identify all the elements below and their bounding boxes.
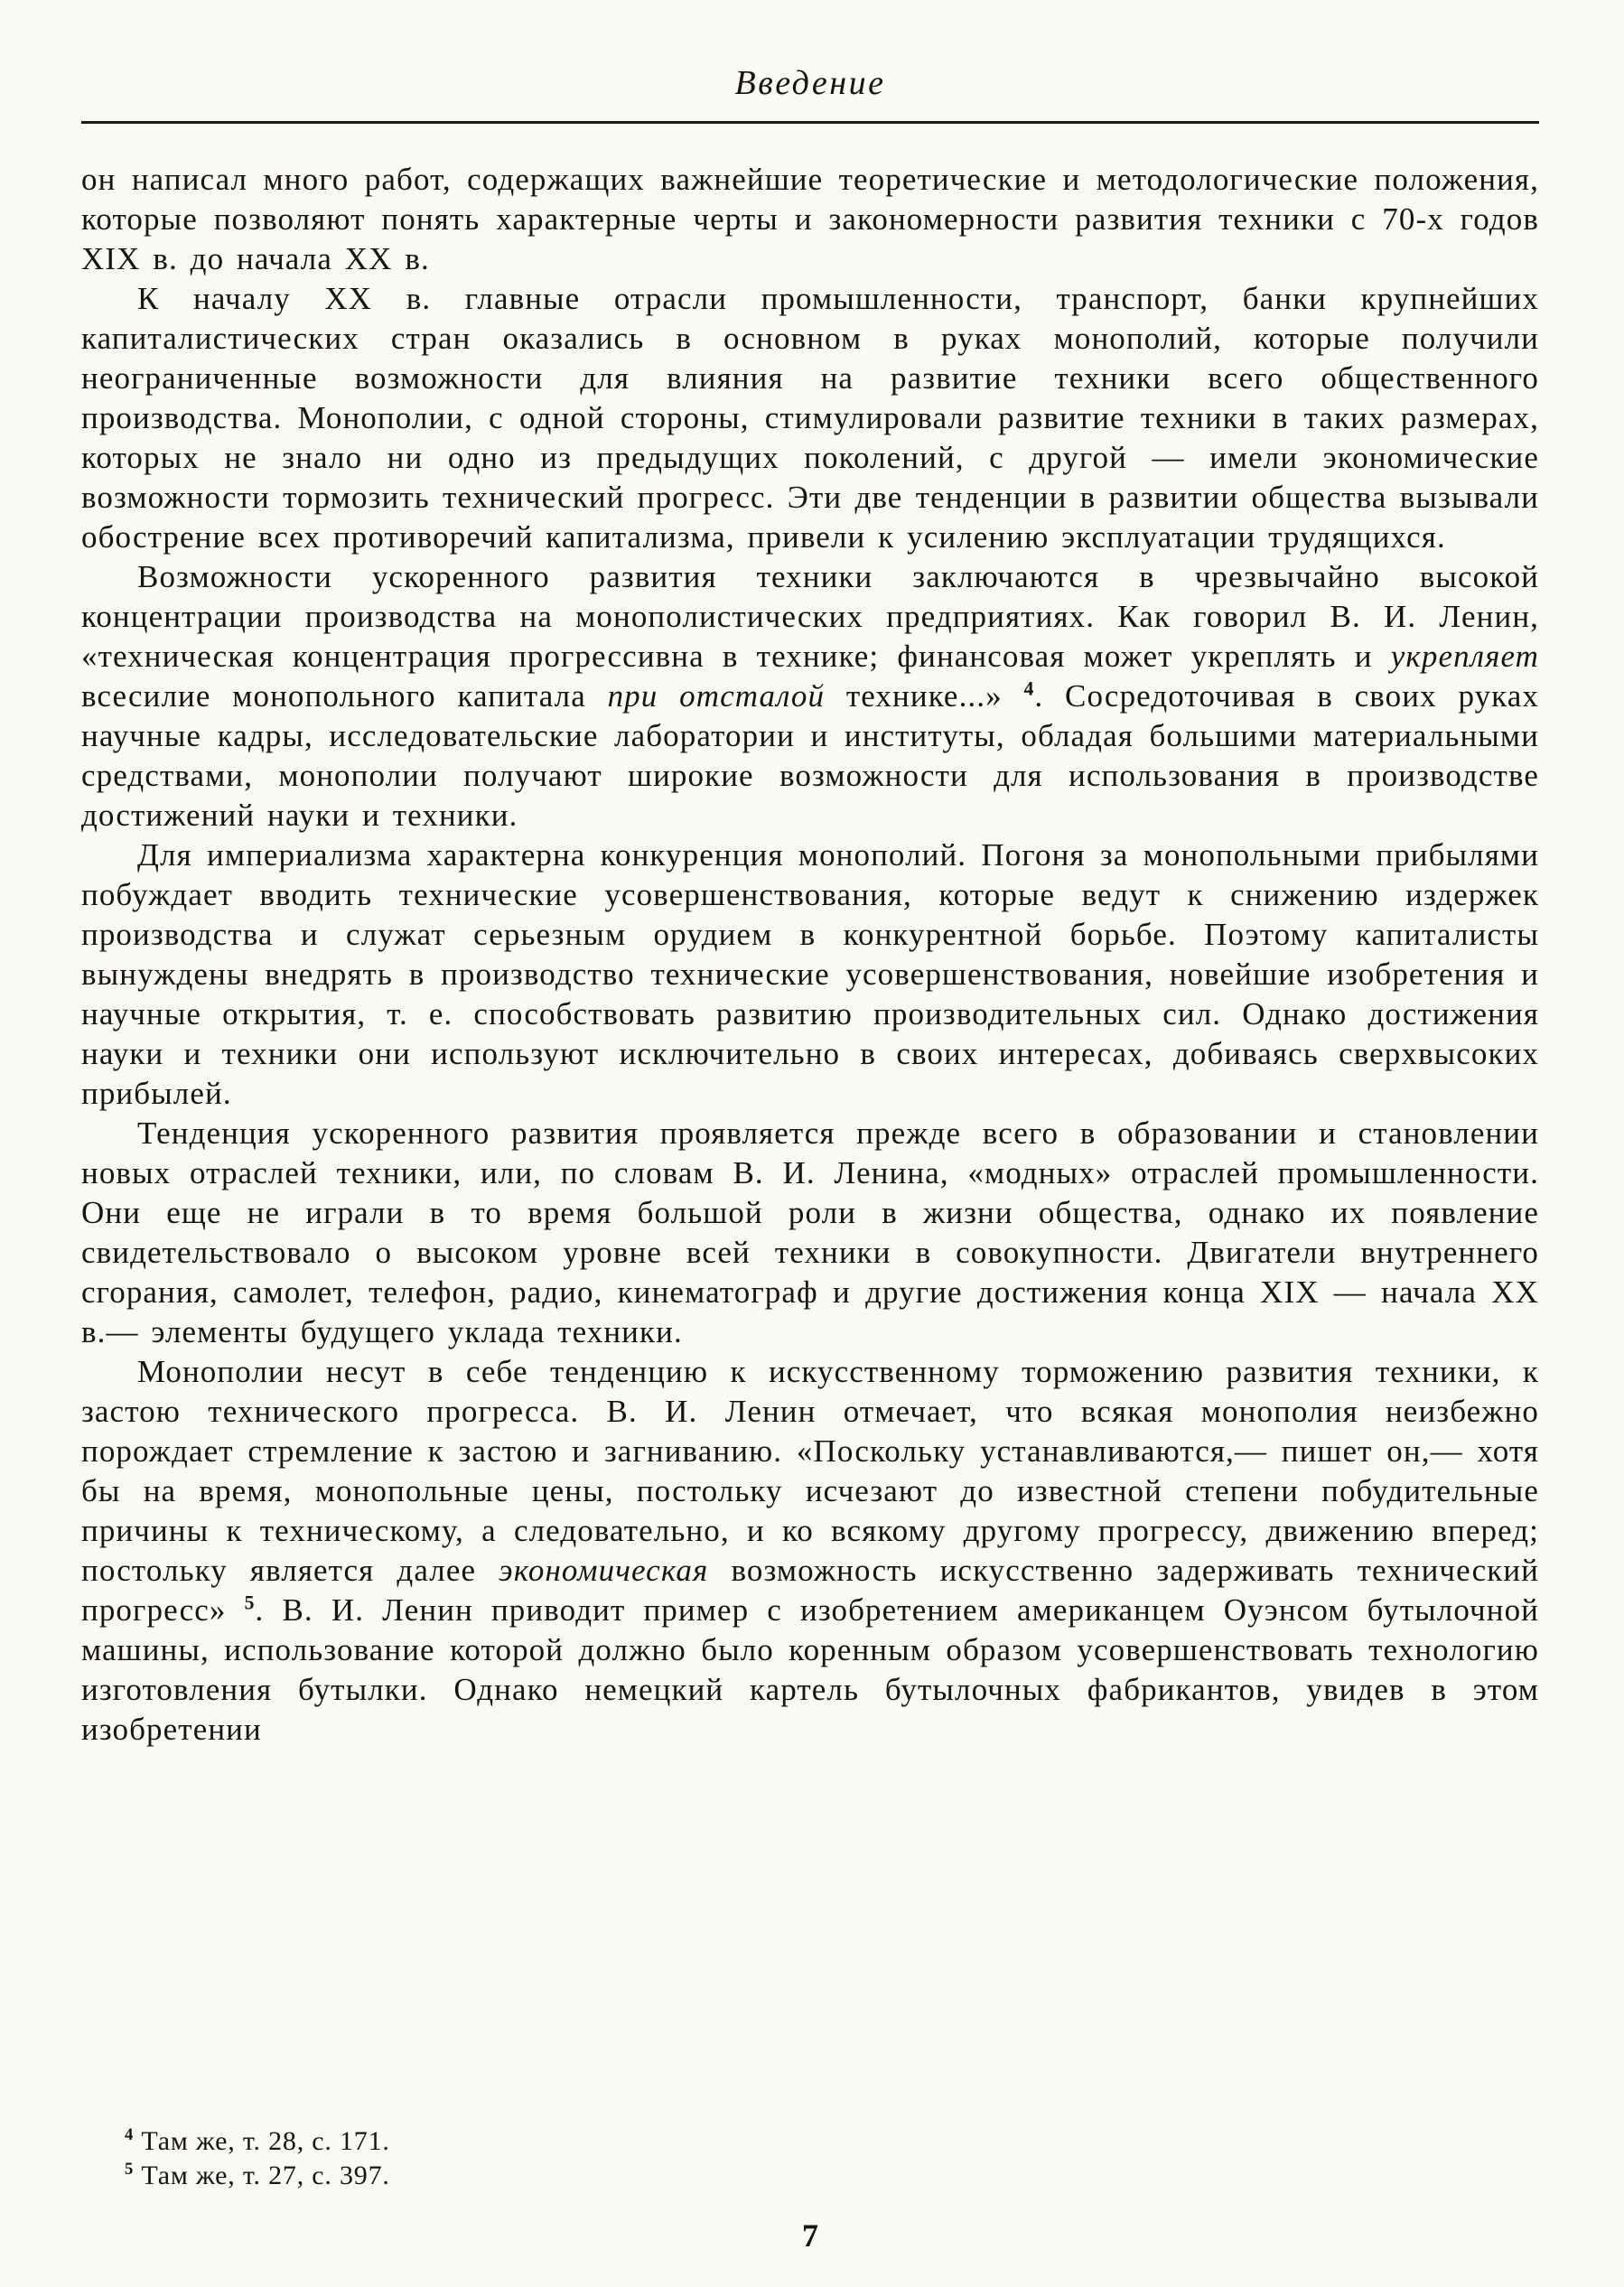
text-run: технике...» bbox=[825, 678, 1024, 714]
page-number: 7 bbox=[802, 2217, 818, 2254]
footnote-marker: 5 bbox=[244, 1592, 256, 1614]
footnote: $^5$ Там же, т. 27, с. 397. bbox=[125, 2160, 390, 2190]
paragraph bbox=[81, 1352, 1539, 1750]
page-header bbox=[81, 56, 1539, 160]
paragraph bbox=[81, 557, 1539, 835]
footnote-marker: 4 bbox=[1023, 677, 1035, 700]
paragraph bbox=[81, 835, 1539, 1114]
text-run: Монополии несут в себе тенденцию к искусственному торможению развития техники, к застою технического прогресса. В. И. Ленин отмечает, что всякая монополия неизбежно порождает стремление к застою и загниванию. «Поскольку устанавливаются,— пишет он,— хотя бы на время, монопольные цены, постольку исчезают до известной степени побудительные причины к техническому, а следовательно, и ко всякому другому прогрессу, движению вперед; постольку является далее bbox=[81, 1354, 1539, 1588]
text-run: возможность искусственно задерживать технический прогресс» bbox=[81, 1553, 1539, 1628]
footnotes bbox=[81, 2108, 1539, 2193]
header-rule bbox=[81, 121, 1539, 124]
text-run: Для империализма характерна конкуренция монополий. Погоня за монопольными прибылями побуждает вводить технические усовершенствования, которые ведут к снижению издержек производства и служат серьезным орудием в конкурентной борьбе. Поэтому капиталисты вынуждены внедрять в производство технические усовершенствования, новейшие изобретения и научные открытия, т. е. способствовать развитию производительных сил. Однако достижения науки и техники они используют исключительно в своих интересах, добиваясь сверхвысоких прибылей. bbox=[81, 837, 1539, 1111]
text-run: он написал много работ, содержащих важнейшие теоретические и методологические положения, которые позволяют понять характерные черты и закономерности развития техники с 70-х годов XIX в. до начала XX в. bbox=[81, 162, 1539, 276]
paragraph bbox=[81, 279, 1539, 557]
text-run: Возможности ускоренного развития техники заключаются в чрезвычайно высокой концентрации производства на монополистических предприятиях. Как говорил В. И. Ленин, «техническая концентрация прогрессивна в технике; финансовая может укреплять и bbox=[81, 559, 1539, 674]
text-run: К началу XX в. главные отрасли промышленности, транспорт, банки крупнейших капиталистических стран оказались в основном в руках монополий, которые получили неограниченные возможности для влияния на развитие техники всего общественного производства. Монополии, с одной стороны, стимулировали развитие техники в таких размерах, которых не знало ни одно из предыдущих поколений, с другой — имели экономические возможности тормозить технический прогресс. Эти две тенденции в развитии общества вызывали обострение всех противоречий капитализма, привели к усилению эксплуатации трудящихся. bbox=[81, 281, 1539, 555]
page-footer bbox=[81, 2108, 1539, 2260]
italic-text: экономическая bbox=[499, 1553, 709, 1588]
footnote: $^4$ Там же, т. 28, с. 171. bbox=[125, 2125, 390, 2156]
text-run: Тенденция ускоренного развития проявляется прежде всего в образовании и становлении новых отраслей техники, или, по словам В. И. Ленина, «модных» отраслей промышленности. Они еще не играли в то время большой роли в жизни общества, однако их появление свидетельствовало о высоком уровне всей техники в совокупности. Двигатели внутреннего сгорания, самолет, телефон, радио, кинематограф и другие достижения конца XIX — начала XX в.— элементы будущего уклада техники. bbox=[81, 1115, 1539, 1349]
footnote-marker: 5 bbox=[125, 2160, 135, 2179]
text-run: . Сосредоточивая в своих руках научные кадры, исследовательские лаборатории и институты, обладая большими материальными средствами, монополии получают широкие возможности для использования в производстве достижений науки и техники. bbox=[81, 678, 1539, 833]
running-title: Введение bbox=[734, 64, 886, 102]
italic-text: при отсталой bbox=[607, 678, 826, 714]
paragraph bbox=[81, 1114, 1539, 1352]
text-run: всесилие монопольного капитала bbox=[81, 678, 608, 714]
text-run: . В. И. Ленин приводит пример с изобретением американцем Оуэнсом бутылочной машины, использование которой должно было коренным образом усовершенствовать технологию изготовления бутылки. Однако немецкий картель бутылочных фабрикантов, увидев в этом изобретении bbox=[81, 1592, 1539, 1747]
footnote-marker: 4 bbox=[125, 2125, 135, 2144]
italic-text: укрепляет bbox=[1390, 639, 1539, 674]
body-text bbox=[81, 160, 1539, 2108]
paragraph bbox=[81, 160, 1539, 279]
